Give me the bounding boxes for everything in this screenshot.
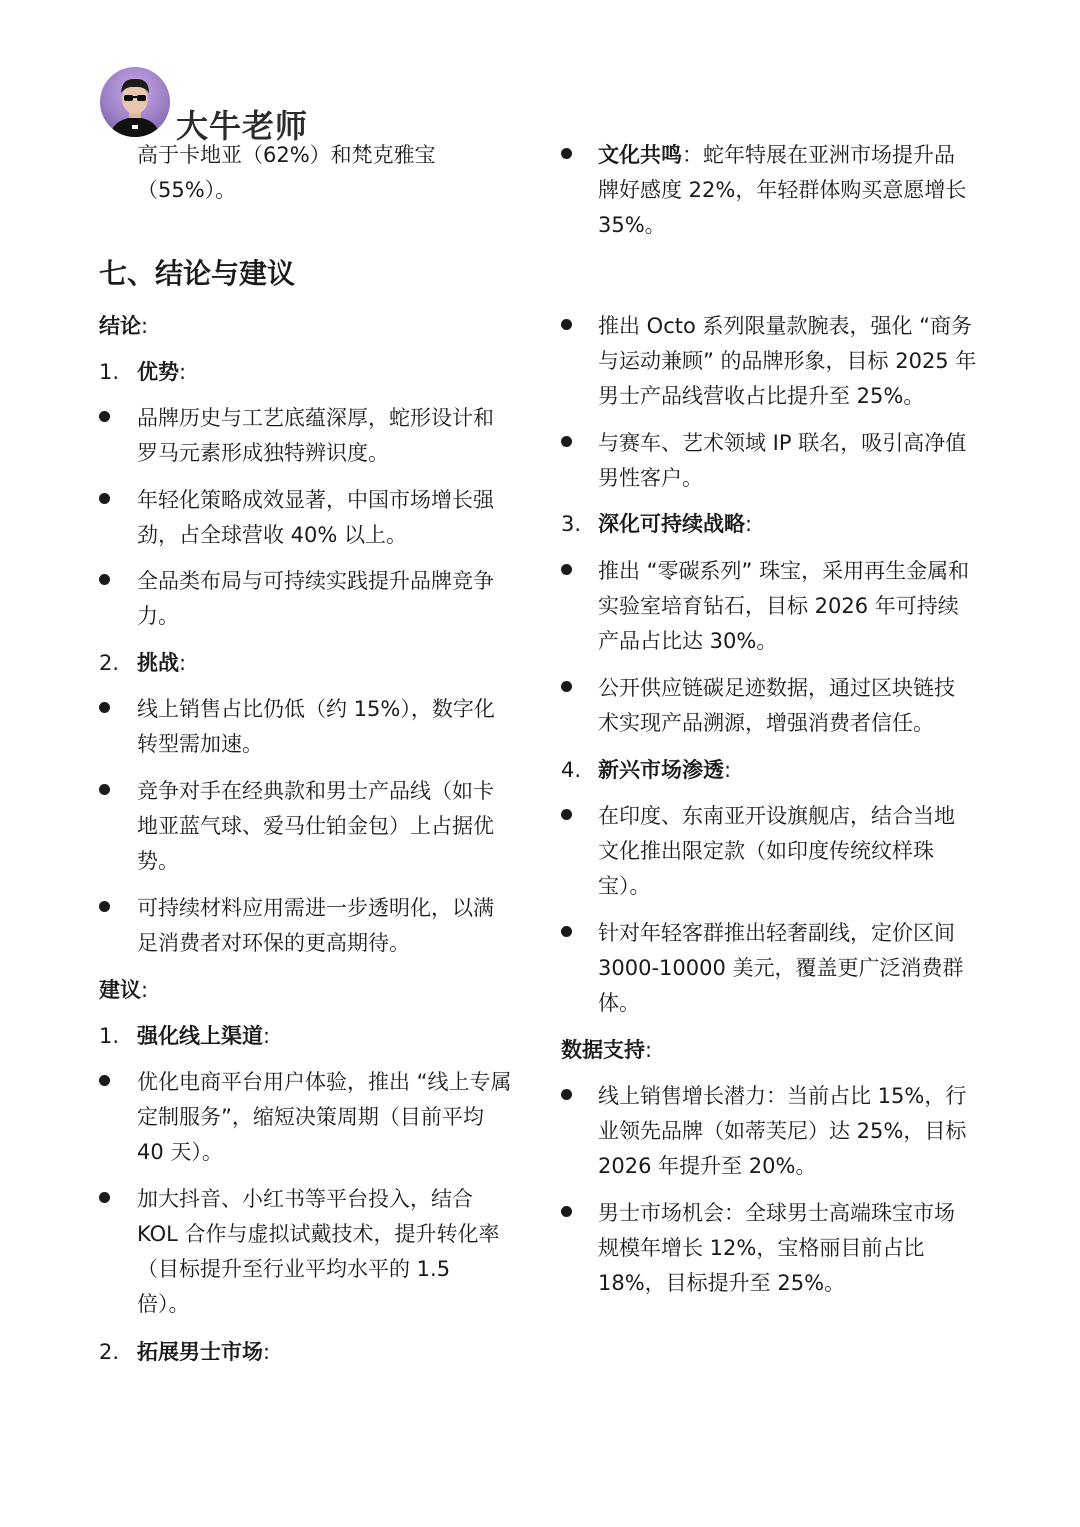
bullet-icon [561, 681, 572, 692]
advantage-item-1: 品牌历史与工艺底蕴深厚，蛇形设计和 罗马元素形成独特辨识度。 [137, 406, 494, 465]
intro-line-2: （55%）。 [137, 178, 237, 202]
bullet-icon [561, 148, 572, 159]
avatar [100, 67, 170, 137]
culture-item: 文化共鸣：蛇年特展在亚洲市场提升品 牌好感度 22%，年轻群体购买意愿增长 35%。 [598, 143, 967, 237]
advantage-number: 1. [99, 360, 120, 384]
bullet-icon [99, 493, 110, 504]
bullet-icon [561, 926, 572, 937]
bullet-icon [99, 901, 110, 912]
suggestion-3-item-2: 公开供应链碳足迹数据，通过区块链技 术实现产品溯源，增强消费者信任。 [598, 676, 955, 735]
suggestion-1-item-2: 加大抖音、小红书等平台投入，结合 KOL 合作与虚拟试戴技术，提升转化率 （目标提升至行业平均水平的 1.5 倍）。 [137, 1187, 500, 1316]
suggestion-2-heading: 拓展男士市场: [137, 1340, 271, 1364]
challenge-number: 2. [99, 651, 120, 675]
suggestion-3-heading: 深化可持续战略: [598, 512, 753, 536]
suggestion-1-heading: 强化线上渠道: [137, 1024, 271, 1048]
suggestion-1-number: 1. [99, 1024, 120, 1048]
intro-line-1: 高于卡地亚（62%）和梵克雅宝 [137, 143, 436, 167]
advantage-item-2: 年轻化策略成效显著，中国市场增长强 劲，占全球营收 40% 以上。 [137, 488, 494, 547]
data-support-label: 数据支持: [561, 1038, 653, 1062]
suggestion-4-number: 4. [561, 758, 582, 782]
bullet-icon [561, 809, 572, 820]
bullet-icon [561, 564, 572, 575]
suggestion-2-number: 2. [99, 1340, 120, 1364]
bullet-icon [99, 574, 110, 585]
bullet-icon [561, 1206, 572, 1217]
bullet-icon [99, 702, 110, 713]
avatar-person-icon [100, 67, 170, 137]
suggestion-1-item-1: 优化电商平台用户体验，推出 “线上专属 定制服务”，缩短决策周期（目前平均 40 天）。 [137, 1070, 512, 1164]
suggestion-2-item-2: 与赛车、艺术领域 IP 联名，吸引高净值 男性客户。 [598, 431, 967, 490]
bullet-icon [561, 1089, 572, 1100]
author-name: 大牛老师 [176, 107, 309, 145]
advantage-item-3: 全品类布局与可持续实践提升品牌竞争 力。 [137, 569, 494, 628]
bullet-icon [99, 1075, 110, 1086]
suggestion-3-number: 3. [561, 512, 582, 536]
bullet-icon [561, 319, 572, 330]
conclusion-label: 结论: [99, 314, 149, 338]
suggestion-3-item-1: 推出 “零碳系列” 珠宝，采用再生金属和 实验室培育钻石，目标 2026 年可持续 产品占比达 30%。 [598, 559, 970, 653]
challenge-item-3: 可持续材料应用需进一步透明化，以满 足消费者对环保的更高期待。 [137, 896, 494, 955]
author-header [100, 67, 360, 147]
suggestion-4-item-1: 在印度、东南亚开设旗舰店，结合当地 文化推出限定款（如印度传统纹样珠 宝）。 [598, 804, 955, 898]
bullet-icon [99, 784, 110, 795]
challenge-heading: 挑战: [137, 651, 187, 675]
challenge-item-2: 竞争对手在经典款和男士产品线（如卡 地亚蓝气球、爱马仕铂金包）上占据优 势。 [137, 779, 494, 873]
suggestion-4-item-2: 针对年轻客群推出轻奢副线，定价区间 3000-10000 美元，覆盖更广泛消费群 体。 [598, 921, 964, 1015]
data-item-2: 男士市场机会：全球男士高端珠宝市场 规模年增长 12%，宝格丽目前占比 18%，目标提升至 25%。 [598, 1201, 955, 1295]
challenge-item-1: 线上销售占比仍低（约 15%），数字化 转型需加速。 [137, 697, 495, 756]
bullet-icon [561, 436, 572, 447]
bullet-icon [99, 1192, 110, 1203]
suggestion-label: 建议: [99, 978, 149, 1002]
advantage-heading: 优势: [137, 360, 187, 384]
section-title: 七、结论与建议 [99, 257, 296, 290]
suggestion-2-item-1: 推出 Octo 系列限量款腕表，强化 “商务 与运动兼顾” 的品牌形象，目标 2025 年 男士产品线营收占比提升至 25%。 [598, 314, 977, 408]
data-item-1: 线上销售增长潜力：当前占比 15%，行 业领先品牌（如蒂芙尼）达 25%，目标 2026 年提升至 20%。 [598, 1084, 967, 1178]
suggestion-4-heading: 新兴市场渗透: [598, 758, 732, 782]
bullet-icon [99, 411, 110, 422]
